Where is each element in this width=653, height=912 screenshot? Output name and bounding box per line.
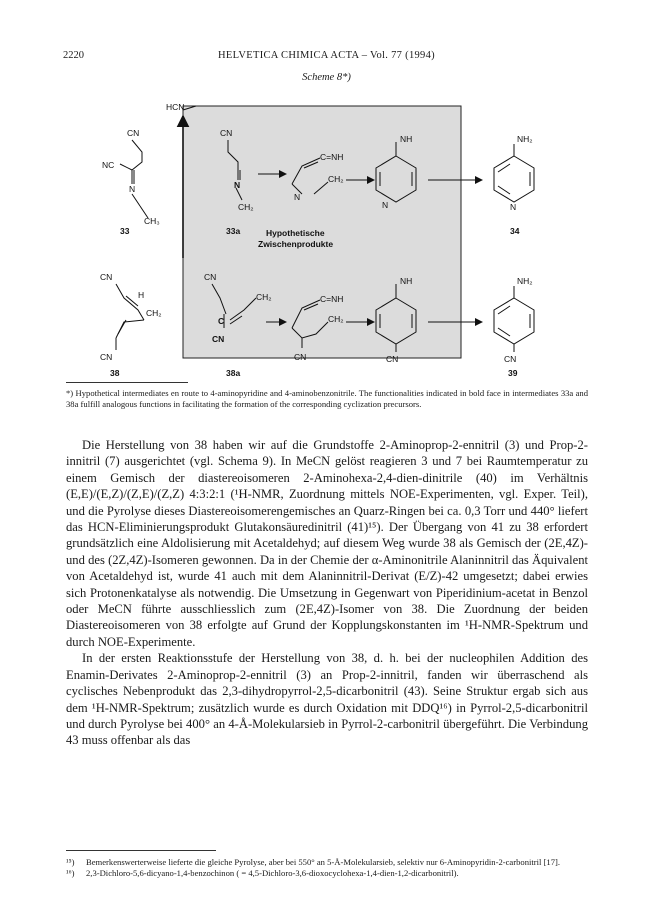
box-label-line2: Zwischenprodukte <box>258 239 334 249</box>
footnote-rule <box>66 382 188 383</box>
paragraph: Die Herstellung von 38 haben wir auf die Grundstoffe 2-Aminoprop-2-ennitril (3) und Prop-2-innitril (7) ausgerichtet (vgl. Schema 9). In MeCN gelöst reagieren 3 und 7 bei Raumtemperatur zu einem Gemisch der diastereoisomeren 2-Aminohexa-2,4-dien-dinitrile (40) im Verhältnis (E,E)/(E,Z)/(Z,E)/(Z,Z) 4:3:2:1 (¹H-NMR, Zuordnung mittels NOE-Experimenten, vgl. Exper. Teil), und die Pyrolyse dieses Diastereoisomerengemisches an Quarz-Ringen bei ca. 0,3 Torr und 440° liefert das HCN-Eliminierungsprodukt Glutakonsäuredinitril (41)¹⁵). Der Übergang von 41 zu 38 erfordert grundsätzlich eine Aldolisierung mit Acetaldehyd; auf diesem Weg wurde 38 als Gemisch der (2E,4Z)- und des (2Z,4Z)-Isomeren gewonnen. Da in der Chemie der α-Aminonitrile Alaninnitril das Äquivalent von Acetaldehyd ist, wurde 41 auch mit dem Alaninnitril-Derivat (E/Z)-42 umgesetzt; dabei erwies sich Protonenkatalyse als notwendig. Die Umsetzung in Gegenwart von Piperidinium-acetat in Benzol oder MeCN führte ausschliesslich zum (2E,4Z)-Isomer von 38. Die Zuordnung der beiden Diastereoisomeren von 38 erfolgte auf Grund der Kopplungskonstanten im ¹H-NMR-Spektrum und durch NOE-Experimente. <box>66 438 588 649</box>
atom-ch2: CH₂ <box>146 308 162 318</box>
page-number: 2220 <box>63 50 84 61</box>
atom-ch2: CH₂ <box>238 202 254 212</box>
atom-n: N <box>382 200 389 210</box>
box-label-line1: Hypothetische <box>266 228 325 238</box>
reaction-scheme <box>80 84 570 384</box>
compound-39-structure <box>494 286 534 352</box>
atom-cn: CN <box>100 352 113 362</box>
footnote-text: 2,3-Dichloro-5,6-dicyano-1,4-benzochinon ( = 4,5-Dichloro-3,6-dioxocyclohexa-1,4-dien-1,2-dicarbonitril). <box>86 868 459 879</box>
atom-cn: CN <box>386 354 399 364</box>
atom-nh2: NH₂ <box>517 134 533 144</box>
atom-nc: NC <box>102 160 115 170</box>
atom-n: N <box>294 192 301 202</box>
atom-cn: CN <box>504 354 517 364</box>
atom-cn: CN <box>220 128 233 138</box>
compound-38a-label: 38a <box>226 368 241 378</box>
atom-c: C <box>218 316 225 326</box>
compound-33-label: 33 <box>120 226 130 236</box>
footnote-15 <box>66 857 588 868</box>
footnote-rule <box>66 850 216 851</box>
footnote-16 <box>66 868 588 879</box>
atom-cn-bold: CN <box>212 334 225 344</box>
hcn-label: HCN <box>166 102 185 112</box>
atom-nh: NH <box>400 276 413 286</box>
compound-34-label: 34 <box>510 226 520 236</box>
atom-ch2: CH₂ <box>328 314 344 324</box>
footnote-number: ¹⁵) <box>66 857 75 867</box>
compound-39-label: 39 <box>508 368 518 378</box>
atom-ch2: CH₂ <box>256 292 272 302</box>
atom-ch2: CH₂ <box>328 174 344 184</box>
compound-33-structure <box>120 140 148 218</box>
scheme-footnote-text: Hypothetical intermediates en route to 4-aminopyridine and 4-aminobenzonitrile. The functionalities indicated in bold face in intermediates 33a and 38a fulfill analogous functions in facilitating the formation of the corresponding cyclization precursors. <box>66 388 588 410</box>
paragraph: In der ersten Reaktionsstufe der Herstellung von 38, d. h. bei der nucleophilen Addition des Enamin-Derivates 2-Aminoprop-2-ennitril (3) an Prop-2-innitril, fanden wir überraschend als cyclisches Nebenprodukt das 2,3-dihydropyrrol-2,5-dicarbonitril (43). Seine Struktur ergab sich aus dem ¹H-NMR-Spektrum; zusätzlich wurde es durch Oxidation mit DDQ¹⁶) in Pyrrol-2,5-dicarbonitril und durch Pyrolyse bei 400° an 4-Å-Molekularsieb in Pyrrol-2-carbonitril übergeführt. Die Verbindung 43 muss offenbar als das <box>66 651 588 748</box>
atom-h: H <box>138 290 145 300</box>
compound-33a-label: 33a <box>226 226 241 236</box>
compound-38-label: 38 <box>110 368 120 378</box>
atom-cn: CN <box>294 352 307 362</box>
footnote-number: ¹⁶) <box>66 868 75 879</box>
footnote-text: Bemerkenswerterweise lieferte die gleiche Pyrolyse, aber bei 550° an 5-Å-Molekularsieb, selektiv nur 6-Aminopyridin-2-carbonitril [17]. <box>86 857 561 867</box>
atom-n: N <box>234 180 241 190</box>
atom-c-nh: C=NH <box>320 152 344 162</box>
atom-nh: NH <box>400 134 413 144</box>
atom-cn: CN <box>204 272 217 282</box>
page-footnotes <box>66 857 588 879</box>
body-text <box>66 437 588 749</box>
compound-34-structure <box>494 144 534 202</box>
atom-n: N <box>510 202 517 212</box>
atom-n: N <box>129 184 136 194</box>
page-header <box>63 50 590 66</box>
atom-cn: CN <box>127 128 140 138</box>
scheme-title: Scheme 8*) <box>302 72 351 83</box>
scheme-footnote-marker: *) <box>66 388 74 398</box>
reaction-scheme-drawing <box>80 84 570 384</box>
atom-nh2: NH₂ <box>517 276 533 286</box>
scheme-footnote <box>66 388 588 410</box>
atom-c-nh: C=NH <box>320 294 344 304</box>
atom-ch3: CH₃ <box>144 216 160 226</box>
journal-title: HELVETICA CHIMICA ACTA – Vol. 77 (1994) <box>218 50 435 61</box>
atom-cn: CN <box>100 272 113 282</box>
